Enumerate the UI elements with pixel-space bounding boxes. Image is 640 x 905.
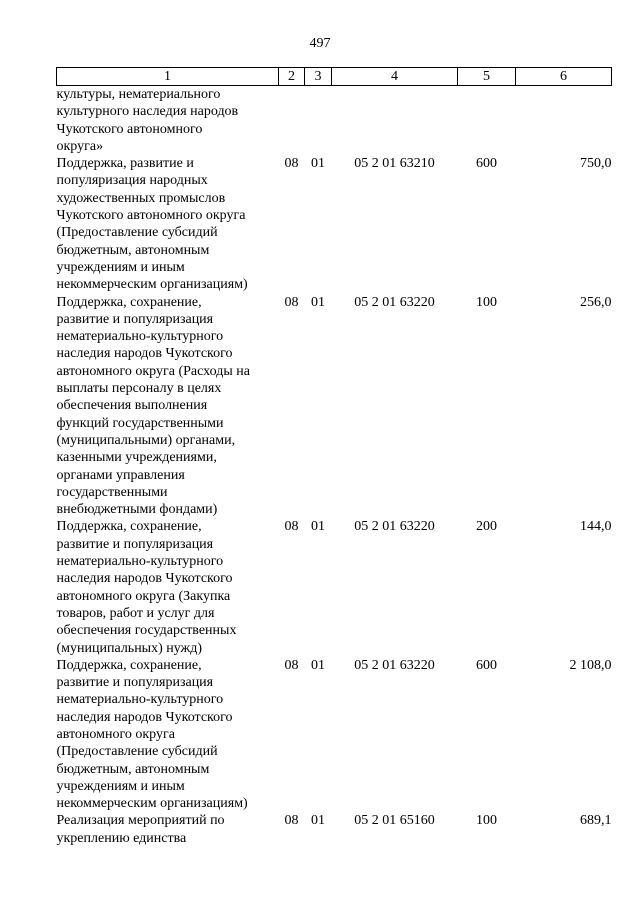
budget-table: [56, 67, 612, 847]
row-description: [57, 86, 279, 156]
description-line: развитие и популяризация: [56, 675, 214, 691]
row-description: [57, 294, 279, 519]
table-row: [57, 294, 612, 519]
subsection-code: 01: [311, 657, 325, 673]
column-header-5: 5: [458, 68, 516, 86]
section-code: 08: [284, 519, 299, 535]
target-article-code: 05 2 01 63220: [354, 294, 435, 310]
expense-type-code: 200: [476, 519, 497, 535]
description-line: учреждениям и иным: [56, 259, 185, 275]
description-line: автономного округа: [56, 726, 175, 742]
column-header-3: 3: [305, 68, 332, 86]
expense-type-code: [458, 86, 516, 156]
description-line: (муниципальными) органами,: [56, 432, 236, 448]
expense-type-code: 100: [476, 813, 497, 829]
description-line: обеспечения выполнения: [56, 398, 208, 414]
amount-value: [516, 86, 612, 156]
section-code: 08: [284, 294, 299, 310]
description-line: автономного округа (Расходы на: [56, 363, 250, 379]
description-line: Чукотского автономного: [56, 121, 203, 137]
subsection-code: [305, 86, 332, 156]
description-line: развитие и популяризация: [56, 536, 214, 552]
description-line: товаров, работ и услуг для: [56, 605, 215, 621]
description-line: Поддержка, развитие и: [56, 156, 194, 172]
description-line: выплаты персоналу в целях: [56, 381, 222, 397]
target-article-code: 05 2 01 63220: [354, 519, 435, 535]
description-line: культурного наследия народов: [56, 104, 239, 120]
target-article-code: 05 2 01 65160: [354, 813, 435, 829]
amount-value: 144,0: [580, 519, 612, 535]
table-body: [57, 86, 612, 848]
section-code: 08: [284, 813, 299, 829]
description-line: (Предоставление субсидий: [56, 225, 218, 241]
table-row: [57, 812, 612, 847]
description-line: Поддержка, сохранение,: [56, 657, 202, 673]
description-line: (муниципальных) нужд): [56, 640, 203, 656]
description-line: округа»: [56, 138, 104, 154]
target-article-code: 05 2 01 63220: [354, 657, 435, 673]
description-line: нематериально-культурного: [56, 329, 224, 345]
header-row: [57, 68, 612, 86]
page-number: 497: [309, 36, 331, 51]
amount-value: 2 108,0: [569, 657, 612, 673]
description-line: обеспечения государственных: [56, 623, 237, 639]
description-line: культуры, нематериального: [56, 87, 221, 102]
description-line: государственными: [56, 484, 168, 500]
description-line: наследия народов Чукотского: [56, 346, 233, 362]
description-line: внебюджетными фондами): [56, 502, 218, 518]
row-description: [57, 155, 279, 293]
subsection-code: 01: [311, 294, 325, 310]
description-line: Чукотского автономного округа: [56, 208, 246, 224]
amount-value: 689,1: [580, 813, 612, 829]
expense-type-code: 600: [476, 657, 497, 673]
description-line: нематериально-культурного: [56, 554, 224, 570]
section-code: 08: [284, 657, 299, 673]
table-row: [57, 155, 612, 293]
description-line: (Предоставление субсидий: [56, 744, 218, 760]
description-line: укреплению единства: [56, 830, 187, 846]
description-line: бюджетным, автономным: [56, 761, 210, 777]
column-header-6: 6: [516, 68, 612, 86]
description-line: популяризация народных: [56, 173, 208, 189]
amount-value: 750,0: [580, 156, 612, 172]
description-line: казенными учреждениями,: [56, 450, 217, 466]
target-article-code: 05 2 01 63210: [354, 156, 435, 172]
description-line: Поддержка, сохранение,: [56, 519, 202, 535]
description-line: органами управления: [56, 467, 185, 483]
description-line: наследия народов Чукотского: [56, 571, 233, 587]
subsection-code: 01: [311, 519, 325, 535]
table-row: [57, 657, 612, 813]
description-line: художественных промыслов: [56, 190, 226, 206]
description-line: Реализация мероприятий по: [56, 813, 225, 829]
description-line: бюджетным, автономным: [56, 242, 210, 258]
subsection-code: 01: [311, 813, 325, 829]
description-line: наследия народов Чукотского: [56, 709, 233, 725]
description-line: учреждениям и иным: [56, 778, 185, 794]
column-header-1: 1: [57, 68, 279, 86]
description-line: функций государственными: [56, 415, 224, 431]
section-code: [279, 86, 305, 156]
row-description: [57, 657, 279, 813]
column-header-4: 4: [332, 68, 458, 86]
target-article-code: [332, 86, 458, 156]
table-row: [57, 518, 612, 656]
expense-type-code: 100: [476, 294, 497, 310]
description-line: некоммерческим организациям): [56, 796, 248, 812]
section-code: 08: [284, 156, 299, 172]
description-line: нематериально-культурного: [56, 692, 224, 708]
row-description: [57, 812, 279, 847]
description-line: автономного округа (Закупка: [56, 588, 231, 604]
description-line: некоммерческим организациям): [56, 277, 248, 293]
row-description: [57, 518, 279, 656]
expense-type-code: 600: [476, 156, 497, 172]
column-header-2: 2: [279, 68, 305, 86]
description-line: Поддержка, сохранение,: [56, 294, 202, 310]
subsection-code: 01: [311, 156, 325, 172]
description-line: развитие и популяризация: [56, 311, 214, 327]
amount-value: 256,0: [580, 294, 612, 310]
table-row: [57, 86, 612, 156]
